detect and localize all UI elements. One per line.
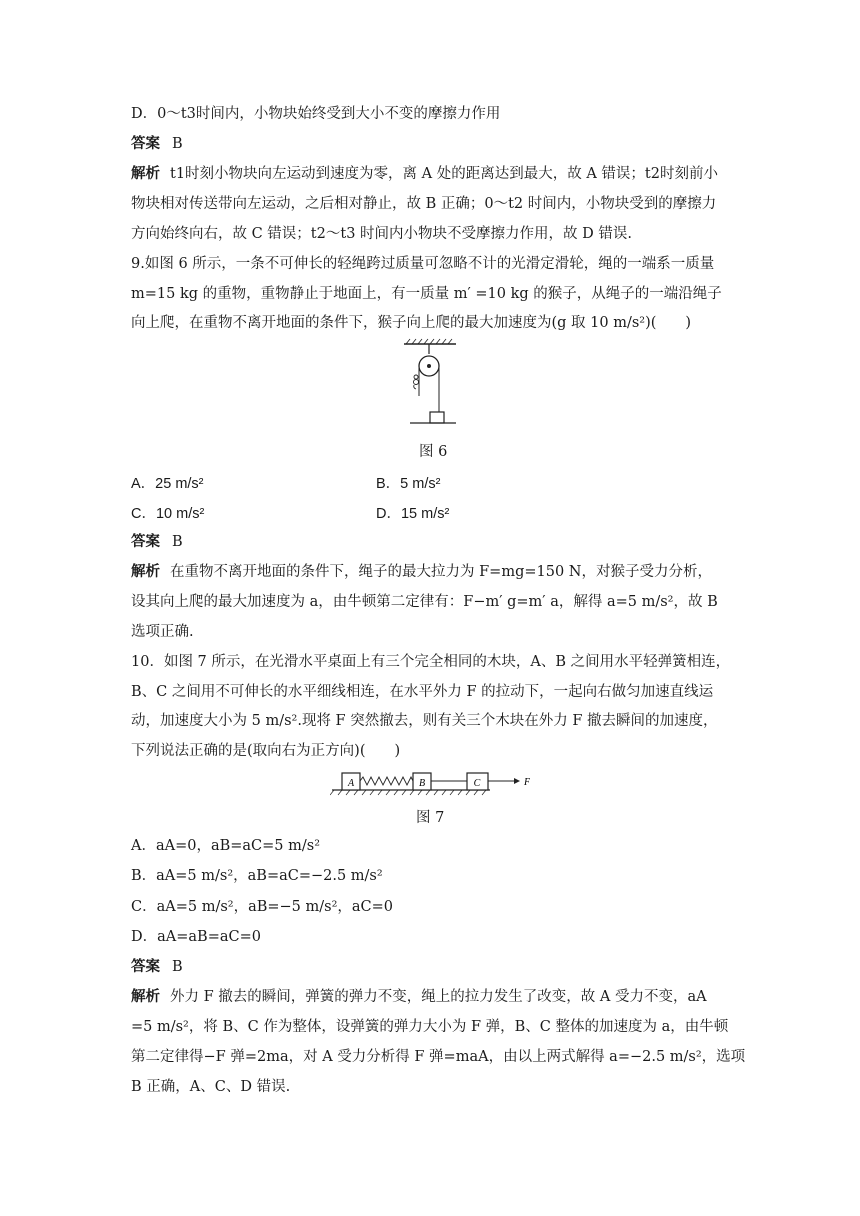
q9-option-c: C．10 m/s² [131,506,205,522]
answer-value: B [172,534,183,550]
answer-label: 答案 [131,135,160,152]
analysis-text: 在重物不离开地面的条件下，绳子的最大拉力为 F=mg=150 N，对猴子受力分析， [170,564,712,580]
q8-option-d: D．0～t3时间内，小物块始终受到大小不变的摩擦力作用 [131,106,501,122]
analysis-label: 解析 [131,165,160,182]
answer-10 [131,957,183,977]
q9-stem-line-2: m=15 kg 的重物，重物静止于地面上，有一质量 m′ =10 kg 的猴子，从绳子的一端沿绳子 [131,286,722,302]
answer-label: 答案 [131,533,160,550]
q10-stem-line-2: B、C 之间用不可伸长的水平细线相连，在水平外力 F 的拉动下，一起向右做匀加速直线运 [131,684,714,700]
analysis-label: 解析 [131,988,160,1005]
analysis-8-line-3: 方向始终向右，故 C 错误；t2～t3 时间内小物块不受摩擦力作用，故 D 错误. [131,226,632,242]
answer-label: 答案 [131,958,160,975]
q9-stem-line-1: 9.如图 6 所示，一条不可伸长的轻绳跨过质量可忽略不计的光滑定滑轮，绳的一端系一质量 [131,256,715,272]
q10-stem-line-4: 下列说法正确的是(取向右为正方向)( ) [131,743,401,759]
q10-stem-line-1: 10．如图 7 所示，在光滑水平桌面上有三个完全相同的木块，A、B 之间用水平轻弹簧相连， [131,654,731,670]
q9-option-a: A．25 m/s² [131,476,204,492]
q10-stem-line-3: 动，加速度大小为 5 m/s².现将 F 突然撤去，则有关三个木块在外力 F 撤去瞬间的加速度， [131,713,718,729]
block-a-label: A [347,778,355,789]
q9-option-b: B．5 m/s² [376,476,441,492]
analysis-8-line-1 [131,164,718,184]
q10-option-a: A．aA=0，aB=aC=5 m/s² [131,838,321,854]
block-c-label: C [473,778,481,789]
analysis-10-line-1 [131,987,707,1007]
block-b-label: B [418,778,426,789]
heavy-block [430,412,444,423]
analysis-9-line-2: 设其向上爬的最大加速度为 a，由牛顿第二定律有：F−m′ g=m′ a，解得 a=5 m/s²，故 B [131,594,718,610]
answer-value: B [172,959,183,975]
monkey-icon [414,375,419,389]
analysis-text: t1时刻小物块向左运动到速度为零，离 A 处的距离达到最大，故 A 错误；t2时刻前小 [170,166,718,182]
answer-value: B [172,136,183,152]
figure-7-blocks-diagram [330,768,530,800]
answer-8 [131,134,183,154]
force-label: F [524,777,530,788]
analysis-label: 解析 [131,563,160,580]
analysis-text: 外力 F 撤去的瞬间，弹簧的弹力不变，绳上的拉力发生了改变，故 A 受力不变，aA [170,989,707,1005]
figure-7-caption: 图 7 [416,810,445,826]
q10-option-d: D．aA=aB=aC=0 [131,929,261,945]
analysis-9-line-3: 选项正确. [131,624,194,640]
q9-stem-line-3: 向上爬，在重物不离开地面的条件下，猴子向上爬的最大加速度为(g 取 10 m/s²)( ) [131,315,692,331]
analysis-8-line-2: 物块相对传送带向左运动，之后相对静止，故 B 正确；0～t2 时间内，小物块受到的摩擦力 [131,196,717,212]
analysis-10-line-4: B 正确，A、C、D 错误. [131,1079,291,1095]
answer-9 [131,532,183,552]
analysis-9-line-1 [131,562,712,582]
figure-6-pulley-diagram [400,338,460,430]
analysis-10-line-2: =5 m/s²，将 B、C 作为整体，设弹簧的弹力大小为 F 弹，B、C 整体的加速度为 a，由牛顿 [131,1019,729,1035]
q10-option-b: B．aA=5 m/s²，aB=aC=−2.5 m/s² [131,868,383,884]
figure-6-caption: 图 6 [419,444,448,460]
q10-option-c: C．aA=5 m/s²，aB=−5 m/s²，aC=0 [131,899,394,915]
spring [360,777,413,785]
q9-option-d: D．15 m/s² [376,506,450,522]
analysis-10-line-3: 第二定律得−F 弹=2ma，对 A 受力分析得 F 弹=maA，由以上两式解得 a=−2.5 m/s²，选项 [131,1049,746,1065]
